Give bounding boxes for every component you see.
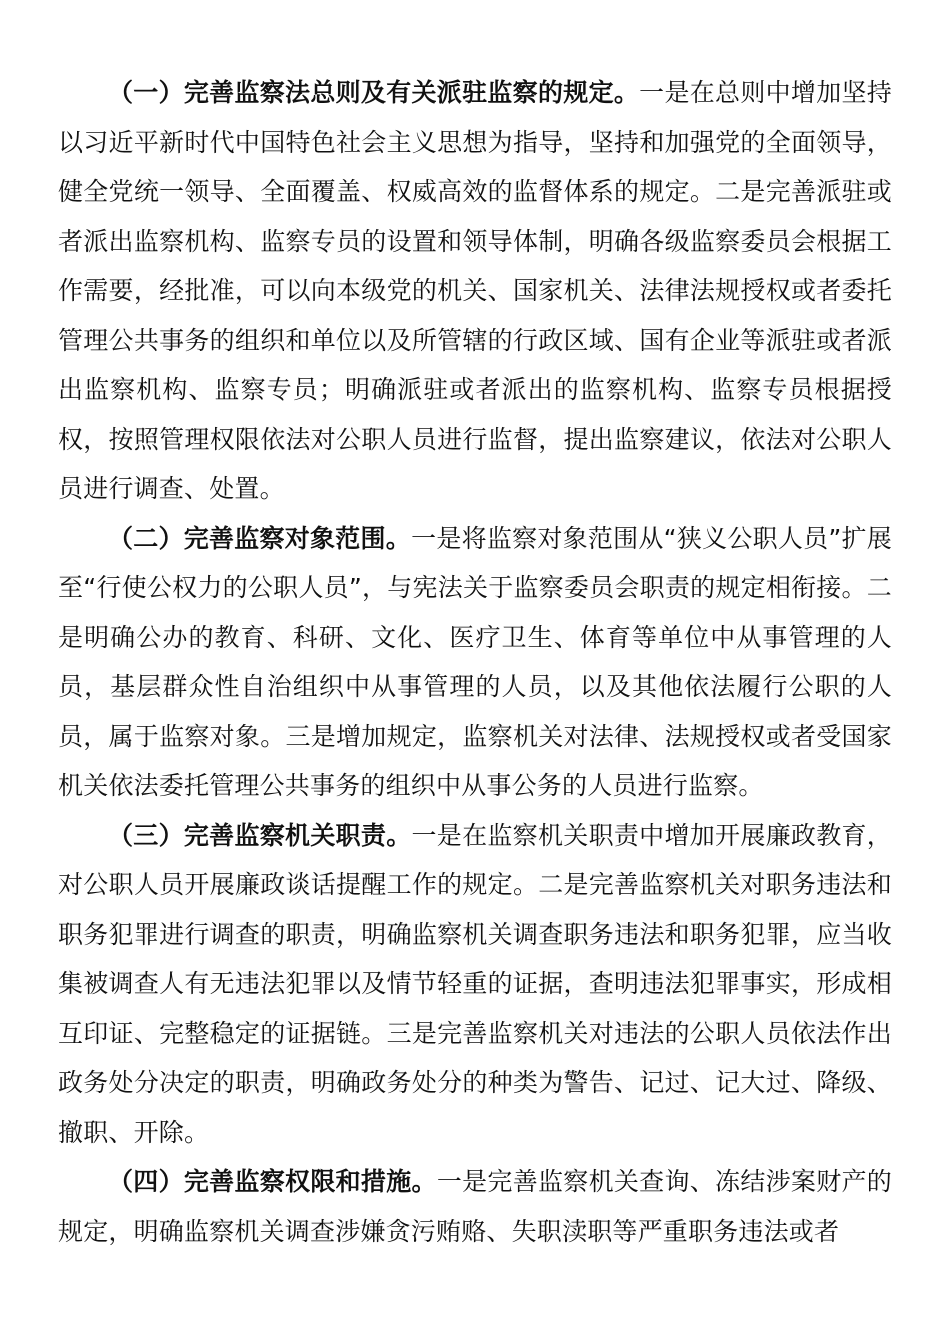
section-body: 一是在监察机关职责中增加开展廉政教育，对公职人员开展廉政谈话提醒工作的规定。二是完善监察机关对职务违法和职务犯罪进行调查的职责，明确监察机关调查职务违法和职务犯罪，应当收集被调查人有无违法犯罪以及情节轻重的证据，查明违法犯罪事实，形成相互印证、完整稳定的证据链。三是完善监察机关对违法的公职人员依法作出政务处分决定的职责，明确政务处分的种类为警告、记过、记大过、降级、撤职、开除。 [58, 820, 892, 1147]
paragraph-section-2 [58, 514, 892, 811]
section-heading: （三）完善监察机关职责。 [108, 820, 412, 850]
paragraph-section-3 [58, 811, 892, 1158]
section-body: 一是在总则中增加坚持以习近平新时代中国特色社会主义思想为指导，坚持和加强党的全面领导，健全党统一领导、全面覆盖、权威高效的监督体系的规定。二是完善派驻或者派出监察机构、监察专员的设置和领导体制，明确各级监察委员会根据工作需要，经批准，可以向本级党的机关、国家机关、法律法规授权或者委托管理公共事务的组织和单位以及所管辖的行政区域、国有企业等派驻或者派出监察机构、监察专员；明确派驻或者派出的监察机构、监察专员根据授权，按照管理权限依法对公职人员进行监督，提出监察建议，依法对公职人员进行调查、处置。 [58, 78, 892, 503]
paragraph-section-1 [58, 68, 892, 514]
section-heading: （二）完善监察对象范围。 [108, 523, 412, 553]
paragraph-section-4 [58, 1157, 892, 1256]
section-body: 一是完善监察机关查询、冻结涉案财产的规定，明确监察机关调查涉嫌贪污贿赂、失职渎职等严重职务违法或者 [58, 1167, 892, 1246]
section-heading: （一）完善监察法总则及有关派驻监察的规定。 [108, 78, 640, 107]
section-body: 一是将监察对象范围从“狭义公职人员”扩展至“行使公权力的公职人员”，与宪法关于监察委员会职责的规定相衔接。二是明确公办的教育、科研、文化、医疗卫生、体育等单位中从事管理的人员，基层群众性自治组织中从事管理的人员，以及其他依法履行公职的人员，属于监察对象。三是增加规定，监察机关对法律、法规授权或者受国家机关依法委托管理公共事务的组织中从事公务的人员进行监察。 [58, 523, 893, 800]
section-heading: （四）完善监察权限和措施。 [108, 1167, 437, 1196]
